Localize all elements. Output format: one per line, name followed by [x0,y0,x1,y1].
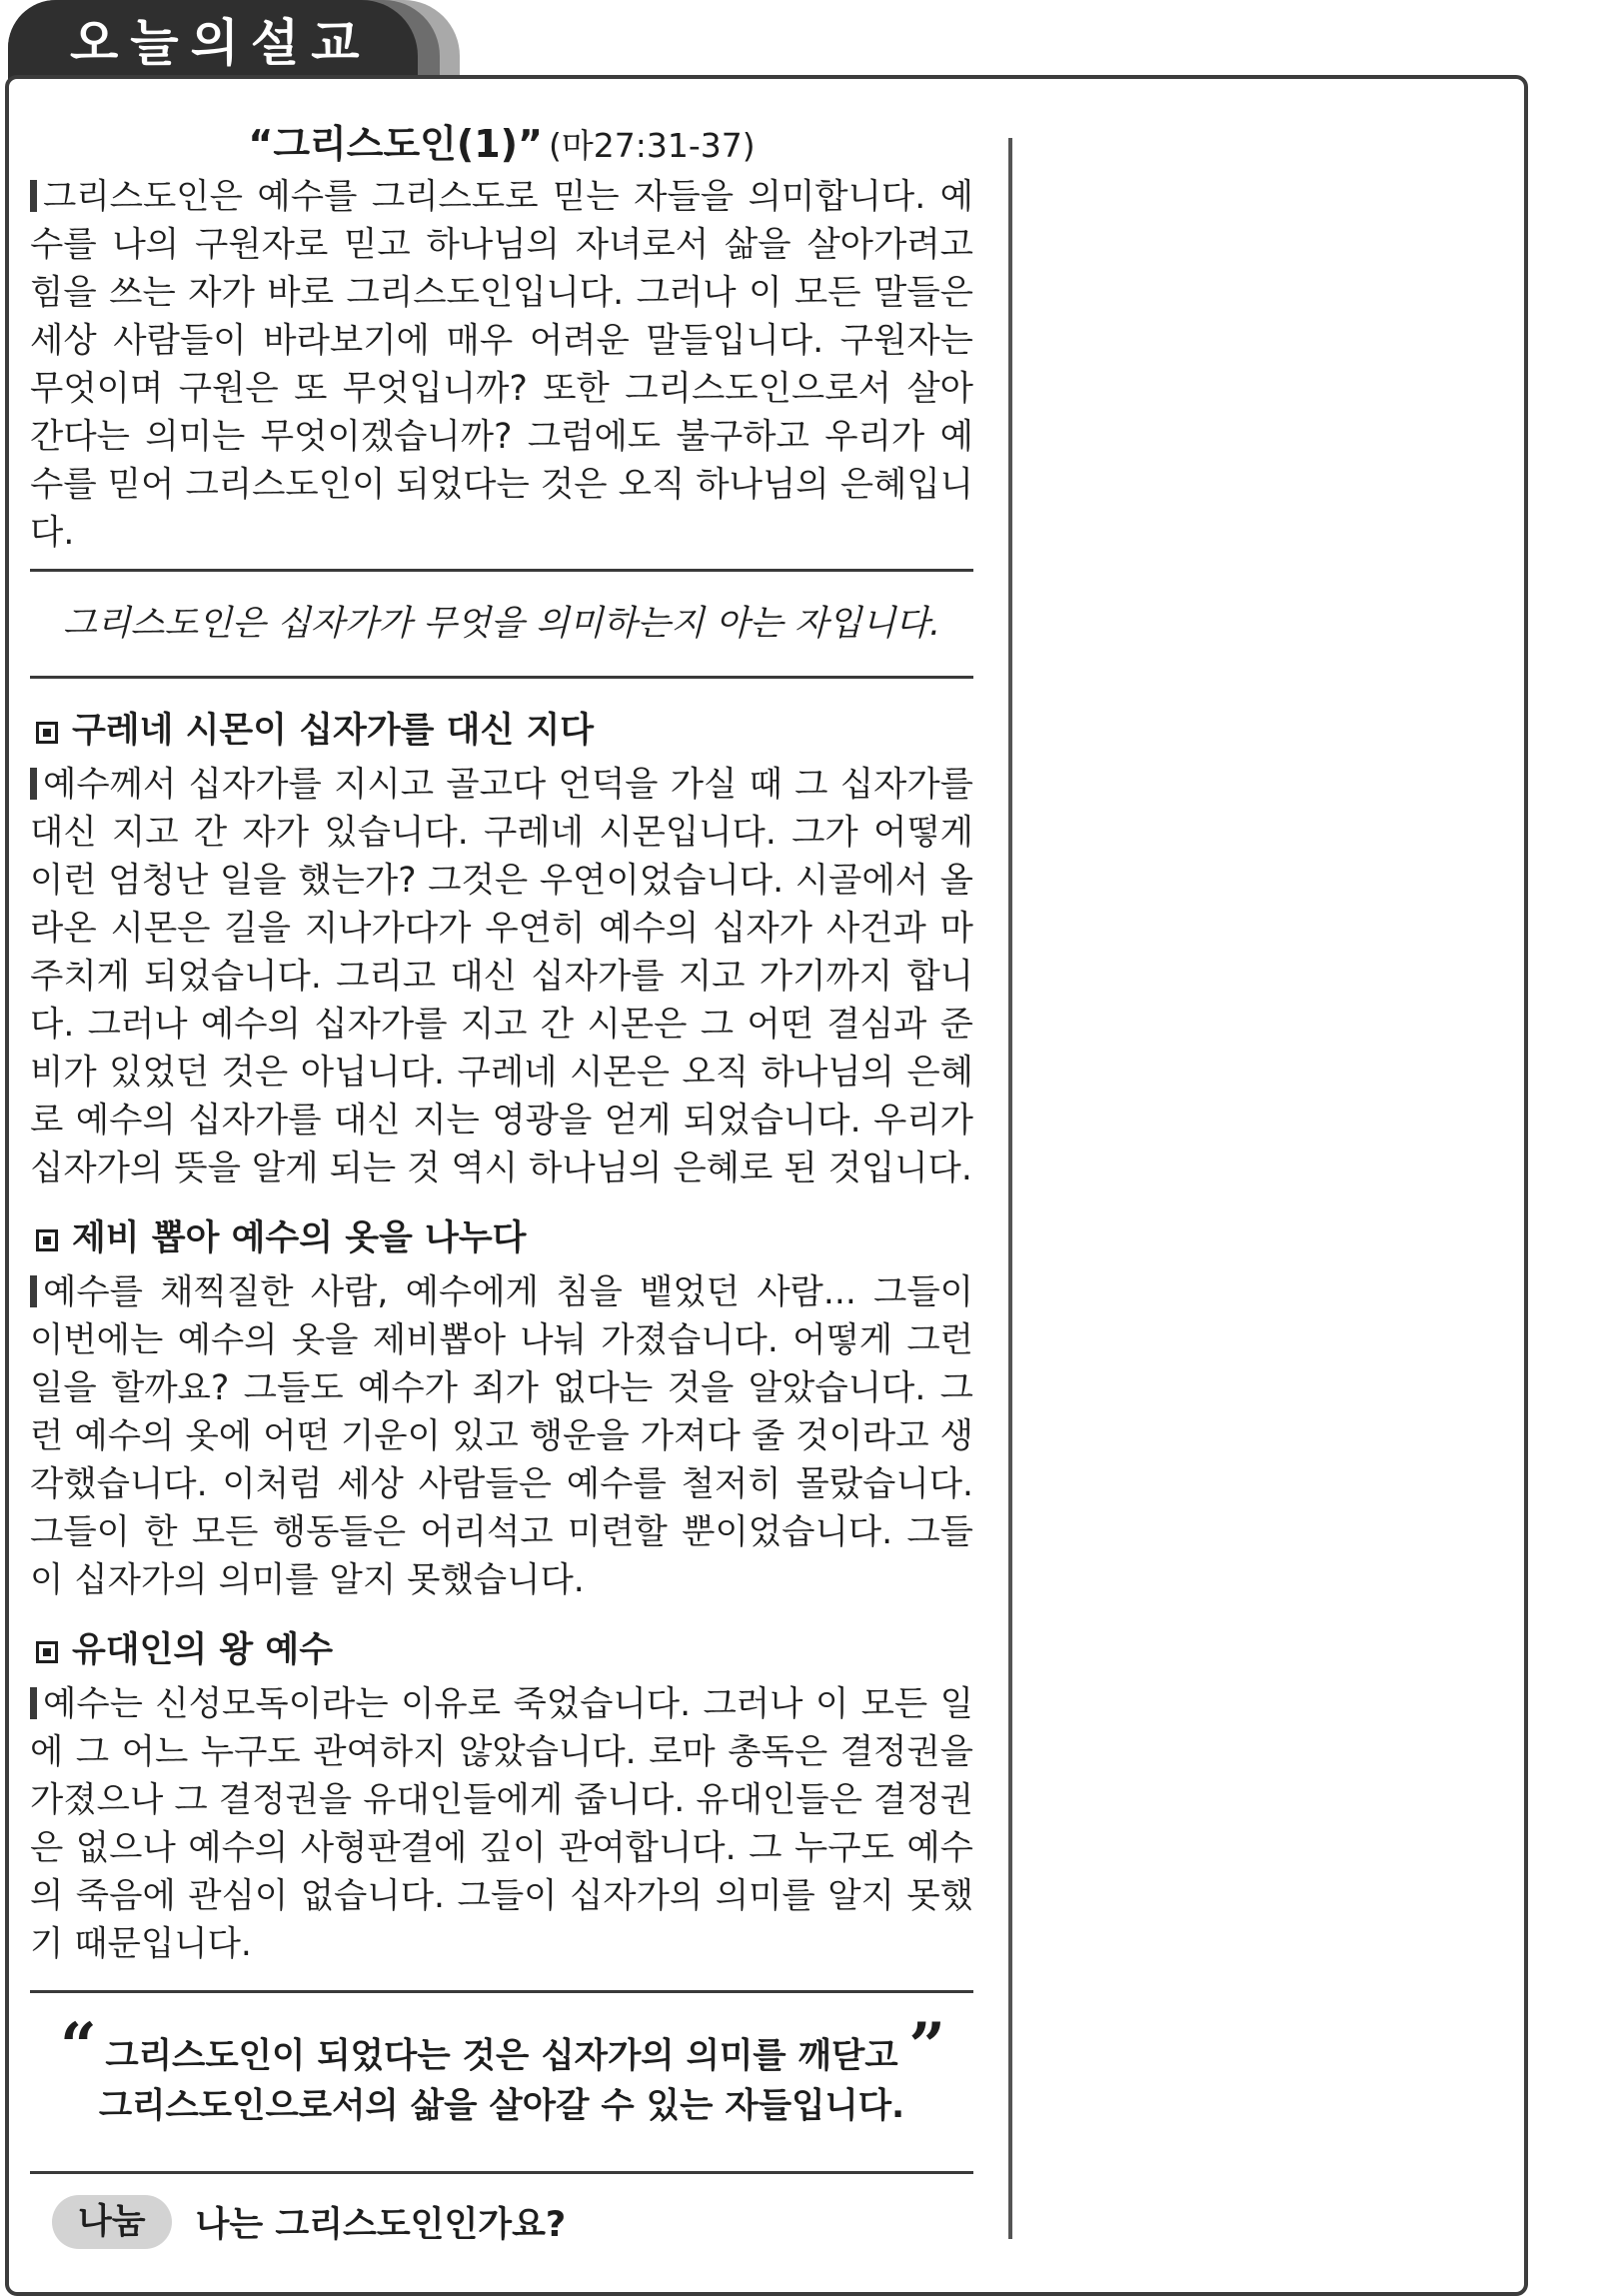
section-paragraph [30,1680,973,1968]
callout-line: 그리스도인이 되었다는 것은 십자가의 의미를 깨닫고 [105,2036,898,2076]
section-heading-text: 제비 뽑아 예수의 옷을 나누다 [72,1218,527,1258]
paragraph-marker [30,1275,37,1307]
share-question: 나는 그리스도인인가요? [195,2205,567,2245]
section-body-text: 예수께서 십자가를 지시고 골고다 언덕을 가실 때 그 십자가를 대신 지고 간 자가 있습니다. 구레네 시몬입니다. 그가 어떻게 이런 엄청난 일을 했는가? 그것은 우연이었습니다. 시골에서 올라온 시몬은 길을 지나가다가 우연히 예수의 십자가 사건과 마주치게 되었습니다. 그리고 대신 십자가를 지고 가기까지 합니다. 그러나 예수의 십자가를 지고 간 시몬은 그 어떤 결심과 준비가 있었던 것은 아닙니다. 구레네 시몬은 오직 하나님의 은혜로 예수의 십자가를 대신 지는 영광을 얻게 되었습니다. 우리가 십자가의 뜻을 알게 되는 것 역시 하나님의 은혜로 된 것입니다. [30,765,973,1188]
section-paragraph [30,761,973,1192]
share-badge: 나눔 [52,2195,172,2249]
open-quote-icon: “ [60,2009,97,2084]
section-body-text: 예수를 채찍질한 사람, 예수에게 침을 뱉었던 사람... 그들이 이번에는 예수의 옷을 제비뽑아 나눠 가졌습니다. 어떻게 그런 일을 할까요? 그들도 예수가 죄가 없다는 것을 알았습니다. 그런 예수의 옷에 어떤 기운이 있고 행운을 가져다 줄 것이라고 생각했습니다. 이처럼 세상 사람들은 예수를 철저히 몰랐습니다. 그들이 한 모든 행동들은 어리석고 미련할 뿐이었습니다. 그들이 십자가의 의미를 알지 못했습니다. [30,1272,973,1600]
paragraph-marker [30,180,37,212]
section-body-text: 예수는 신성모독이라는 이유로 죽었습니다. 그러나 이 모든 일에 그 어느 누구도 관여하지 않았습니다. 로마 총독은 결정권을 가졌으나 그 결정권을 유대인들에게 줍니다. 유대인들은 결정권은 없으나 예수의 사형판결에 깊이 관여합니다. 그 누구도 예수의 죽음에 관심이 없습니다. 그들이 십자가의 의미를 알지 못했기 때문입니다. [30,1684,973,1964]
paragraph-marker [30,768,37,800]
pull-quote: 그리스도인은 십자가가 무엇을 의미하는지 아는 자입니다. [62,604,941,644]
column-divider [1008,138,1012,2239]
paragraph-marker [30,1687,37,1719]
callout-text [30,2031,973,2131]
section-heading [30,1208,973,1268]
section-heading [30,701,973,761]
filled-square-icon [36,1229,58,1251]
intro-text: 그리스도인은 예수를 그리스도로 믿는 자들을 의미합니다. 예수를 나의 구원자로 믿고 하나님의 자녀로서 삶을 살아가려고 힘을 쓰는 자가 바로 그리스도인입니다. 그러나 이 모든 말들은 세상 사람들이 바라보기에 매우 어려운 말들입니다. 구원자는 무엇이며 구원은 또 무엇입니까? 또한 그리스도인으로서 살아간다는 의미는 무엇이겠습니까? 그럼에도 불구하고 우리가 예수를 믿어 그리스도인이 되었다는 것은 오직 하나님의 은혜입니다. [30,177,973,553]
section-heading [30,1620,973,1680]
sermon-column [30,115,973,2270]
section-heading-text: 구레네 시몬이 십자가를 대신 지다 [72,711,595,751]
callout-line: 그리스도인으로서의 삶을 살아갈 수 있는 자들입니다. [98,2086,905,2126]
filled-square-icon [36,722,58,744]
header-tab-title: 오늘의설교 [70,14,372,72]
section-heading-text: 유대인의 왕 예수 [72,1630,334,1670]
divider [30,676,973,679]
callout-quote [30,1993,973,2171]
filled-square-icon [36,1641,58,1663]
sermon-title-row [30,115,973,173]
sermon-title: “그리스도인(1)” [248,122,544,166]
intro-paragraph [30,173,973,557]
share-row [30,2174,973,2270]
close-quote-icon: ” [908,2009,945,2084]
section-paragraph [30,1268,973,1604]
sermon-reference: (마27:31-37) [549,126,756,165]
